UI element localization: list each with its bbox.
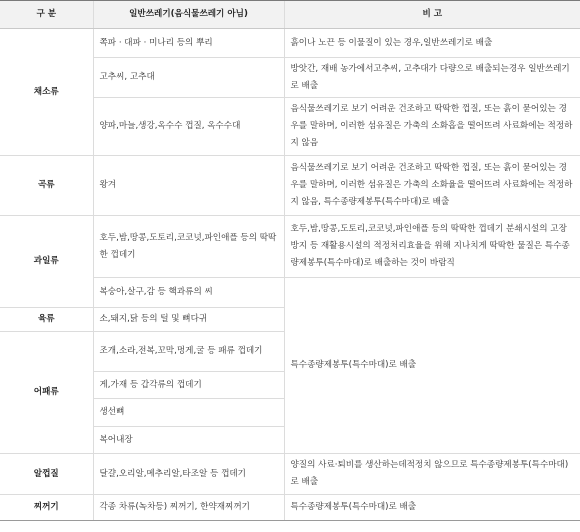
table-row	[0, 495, 580, 521]
note-cell: 호두,밤,땅콩,도토리,코코넛,파인애플 등의 딱딱한 껍데기 분쇄시설의 고장 방지 등 재활용시설의 적정처리효율을 위해 지나치게 딱딱한 물질은 특수종량제봉투(특수마대)로 배출하는 것이 바람직	[284, 216, 580, 278]
note-cell: 양질의 사료·퇴비를 생산하는데적정치 않으므로 특수종량제봉투(특수마대)로 배출	[284, 454, 580, 495]
note-cell: 특수종량제봉투(특수마대)로 배출	[284, 495, 580, 521]
item-cell: 조개,소라,전복,꼬막,멍게,굴 등 패류 껍데기	[93, 332, 284, 372]
item-cell: 복숭아,살구,감 등 핵과류의 씨	[93, 278, 284, 308]
item-cell: 고추씨, 고추대	[93, 58, 284, 98]
item-cell: 소,돼지,닭 등의 털 및 뼈다귀	[93, 308, 284, 332]
header-row	[0, 1, 580, 29]
category-eggs: 알껍질	[0, 454, 93, 495]
table-row	[0, 156, 580, 216]
note-cell: 음식물쓰레기로 보기 어려운 건조하고 딱딱한 껍질, 또는 흙이 묻어있는 경우를 말하며, 이러한 섬유질은 가축의 소화흡을 떨어뜨려 사료화에는 적정하지 않음	[284, 98, 580, 156]
header-category: 구 분	[0, 1, 93, 29]
category-dregs: 찌꺼기	[0, 495, 93, 521]
note-cell: 방앗간, 재배 농가에서고추씨, 고추대가 다량으로 배출되는경우 일반쓰레기로 배출	[284, 58, 580, 98]
category-vegetables: 채소류	[0, 29, 93, 156]
table-row	[0, 454, 580, 495]
table-row	[0, 29, 580, 58]
item-cell: 왕겨	[93, 156, 284, 216]
item-cell: 게,가재 등 갑각류의 껍데기	[93, 372, 284, 399]
category-meat: 육류	[0, 308, 93, 332]
category-grains: 곡류	[0, 156, 93, 216]
header-remarks: 비 고	[284, 1, 580, 29]
category-fruits: 과일류	[0, 216, 93, 308]
note-cell: 음식물쓰레기로 보기 어려운 건조하고 딱딱한 껍질, 또는 흙이 묻어있는 경우를 말하며, 이러한 섬유질은 가축의 소화율을 떨어뜨려 사료화에는 적정하지 않음, 특수종량제봉투(특수마대)로 배출	[284, 156, 580, 216]
item-cell: 생선뼈	[93, 399, 284, 427]
item-cell: 달걀,오리알,메추리알,타조알 등 껍데기	[93, 454, 284, 495]
table-row	[0, 216, 580, 278]
item-cell: 양파,마늘,생강,옥수수 껍질, 옥수수대	[93, 98, 284, 156]
item-cell: 호두,밤,땅콩,도토리,코코넛,파인애플 등의 딱딱한 껍데기	[93, 216, 284, 278]
header-general-waste: 일반쓰레기(음식물쓰레기 아님)	[93, 1, 284, 29]
item-cell: 쪽파 · 대파 · 미나리 등의 뿌리	[93, 29, 284, 58]
note-cell: 흙이나 노끈 등 이물질이 있는 경우,일반쓰레기로 배출	[284, 29, 580, 58]
category-seafood: 어패류	[0, 332, 93, 454]
note-cell-merged: 특수종량제봉투(특수마대)로 배출	[284, 278, 580, 454]
item-cell: 복어내장	[93, 427, 284, 454]
item-cell: 각종 차류(녹차등) 찌꺼기, 한약재찌꺼기	[93, 495, 284, 521]
